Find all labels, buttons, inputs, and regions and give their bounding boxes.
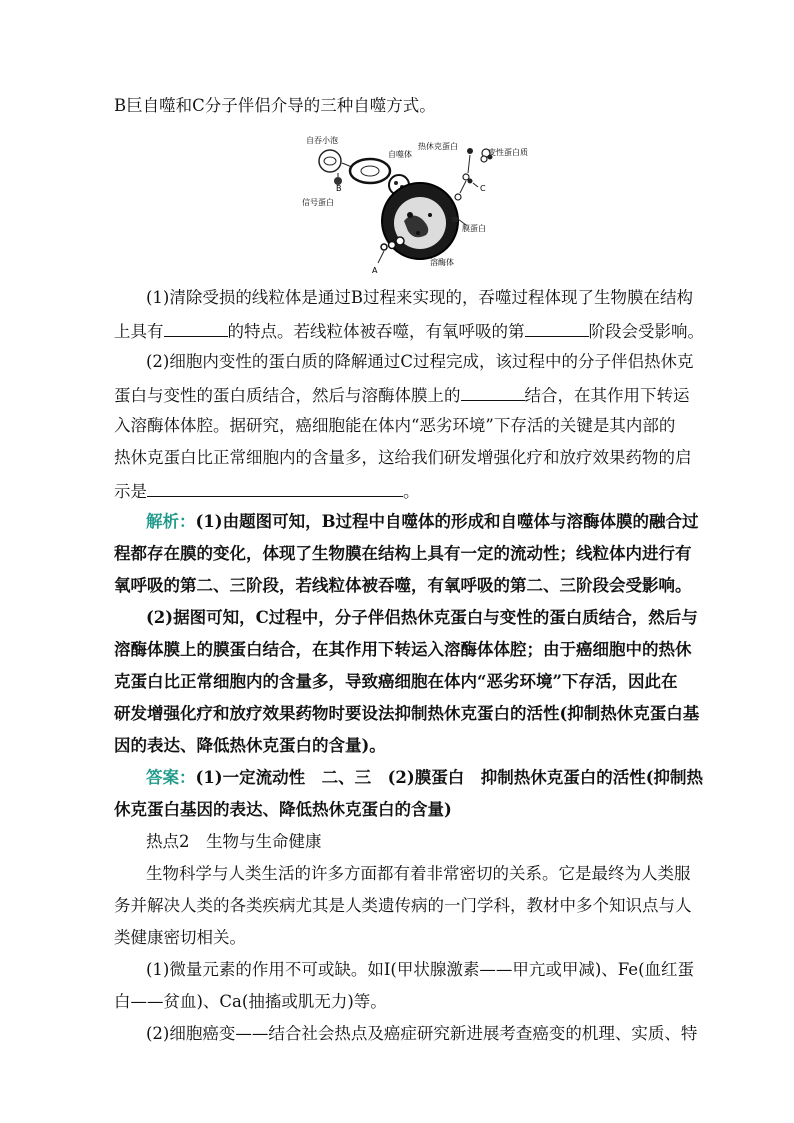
- label-heat-shock-protein: 热休克蛋白: [418, 142, 458, 151]
- answer-text-1: (1)一定流动性 二、三 (2)膜蛋白 抑制热休克蛋白的活性(抑制热: [195, 768, 703, 787]
- analysis-text-1: (1)由题图可知，B过程中自噬体的形成和自噬体与溶酶体膜的融合过: [195, 512, 699, 531]
- hotspot-p3-line1: (2)细胞癌变——结合社会热点及癌症研究新进展考查癌变的机理、实质、特: [146, 1024, 698, 1043]
- analysis-line6: 克蛋白比正常细胞内的含量多，导致癌细胞在体内“恶劣环境”下存活，因此在: [114, 672, 678, 691]
- q2-line2: [114, 384, 690, 406]
- q2-line4: 热休克蛋白比正常细胞内的含量多，这给我们研发增强化疗和放疗效果药物的启: [114, 448, 692, 467]
- label-autophagic-vesicle: 自吞小泡: [306, 136, 338, 145]
- q2-line3: 入溶酶体体腔。据研究，癌细胞能在体内“恶劣环境”下存活的关键是其内部的: [114, 416, 676, 435]
- q2-text-b: 结合，在其作用下转运: [524, 386, 690, 405]
- answer-blank-4[interactable]: [147, 480, 403, 497]
- label-b: B: [336, 184, 342, 193]
- hotspot-p2-line1: (1)微量元素的作用不可或缺。如I(甲状腺激素——甲亢或甲减)、Fe(血红蛋: [146, 960, 695, 979]
- answer-line2: 休克蛋白基因的表达、降低热休克蛋白的含量): [114, 800, 452, 819]
- q1-line1: (1)清除受损的线粒体是通过B过程来实现的，吞噬过程体现了生物膜在结构: [146, 288, 693, 307]
- q1-text-b: 的特点。若线粒体被吞噬，有氧呼吸的第: [227, 322, 525, 341]
- answer-blank-2[interactable]: [525, 320, 589, 337]
- hotspot-title: 热点2 生物与生命健康: [146, 832, 322, 851]
- analysis-line3: 氧呼吸的第二、三阶段，若线粒体被吞噬，有氧呼吸的第二、三阶段会受影响。: [114, 576, 692, 595]
- hotspot-p2-line2: 白——贫血)、Ca(抽搐或肌无力)等。: [114, 992, 387, 1011]
- analysis-line5: 溶酶体膜上的膜蛋白结合，在其作用下转运入溶酶体体腔；由于癌细胞中的热休: [114, 640, 692, 659]
- autophagic-vesicle-circle: [319, 150, 341, 172]
- answer-blank-1[interactable]: [164, 320, 228, 337]
- q2-line1: (2)细胞内变性的蛋白质的降解通过C过程完成，该过程中的分子伴侣热休克: [146, 352, 694, 371]
- q1-text-a: 上具有: [114, 322, 164, 341]
- q2-text-a: 蛋白与变性的蛋白质结合，然后与溶酶体膜上的: [114, 386, 461, 405]
- analysis-label: 解析：: [146, 512, 196, 531]
- label-membrane-protein: 膜蛋白: [462, 224, 486, 233]
- hotspot-p1-line2: 务并解决人类的各类疾病尤其是人类遗传病的一门学科，教材中多个知识点与人: [114, 896, 692, 915]
- analysis-line1: [146, 512, 699, 532]
- label-a: A: [372, 266, 378, 275]
- hotspot-p1-line1: 生物科学与人类生活的许多方面都有着非常密切的关系。它是最终为人类服: [146, 864, 691, 883]
- q2-text-e: 示是: [114, 482, 147, 501]
- analysis-line4: (2)据图可知，C过程中，分子伴侣热休克蛋白与变性的蛋白质结合，然后与: [146, 608, 698, 627]
- analysis-line8: 因的表达、降低热休克蛋白的含量)。: [114, 736, 386, 755]
- label-signal-protein: 信号蛋白: [302, 198, 334, 207]
- q1-text-c: 阶段会受影响。: [588, 322, 704, 341]
- q2-line5: [114, 480, 420, 502]
- analysis-line2: 程都存在膜的变化，体现了生物膜在结构上具有一定的流动性；线粒体内进行有: [114, 544, 692, 563]
- label-autophagosome: 自噬体: [388, 150, 412, 159]
- q1-line2: [114, 320, 704, 342]
- intro-text: B巨自噬和C分子伴侣介导的三种自噬方式。: [114, 96, 436, 115]
- q2-text-f: 。: [403, 482, 420, 501]
- answer-label: 答案：: [146, 768, 196, 787]
- answer-line1: [146, 768, 703, 788]
- label-c: C: [480, 184, 486, 193]
- analysis-line7: 研发增强化疗和放疗效果药物时要设法抑制热休克蛋白的活性(抑制热休克蛋白基: [114, 704, 700, 723]
- hotspot-p1-line3: 类健康密切相关。: [114, 928, 246, 947]
- label-denatured-protein: 变性蛋白质: [488, 148, 528, 157]
- autophagy-diagram: [300, 133, 550, 275]
- autophagosome-shape: [350, 159, 390, 183]
- answer-blank-3[interactable]: [461, 384, 525, 401]
- label-lysosome: 溶酶体: [430, 258, 454, 267]
